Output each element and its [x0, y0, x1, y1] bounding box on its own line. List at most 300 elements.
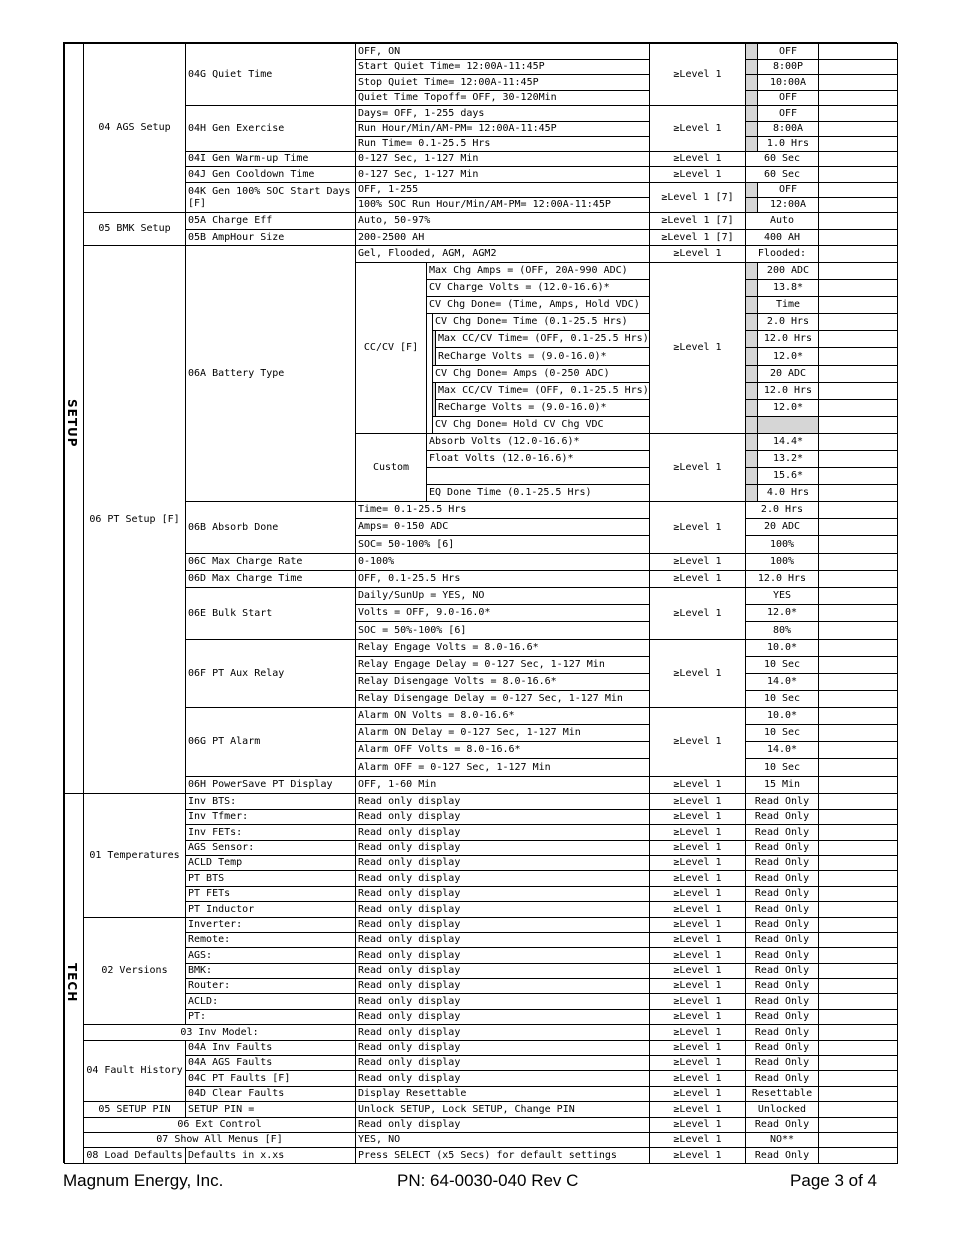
blank-cell: [818, 886, 898, 902]
setting-range: Read only display: [355, 947, 650, 964]
footer-page-number: Page 3 of 4: [790, 1171, 877, 1190]
item-label: 06E Bulk Start: [185, 587, 356, 640]
default-value: 10 Sec: [745, 724, 819, 742]
setting-range: YES, NO: [355, 1132, 650, 1148]
setting-range: Absorb Volts (12.0-16.6)*: [426, 433, 650, 451]
default-value: Read Only: [745, 993, 819, 1010]
setting-range: 0-127 Sec, 1-127 Min: [355, 151, 650, 167]
default-value: 10 Sec: [745, 758, 819, 777]
default-value: Read Only: [745, 1147, 819, 1164]
default-value: 14.4*: [757, 433, 819, 451]
access-level: ≥Level 1 [7]: [649, 182, 746, 213]
blank-cell: [818, 758, 898, 777]
blank-cell: [818, 587, 898, 605]
default-value: Read Only: [745, 963, 819, 979]
group-inv-model: 03 Inv Model:: [83, 1024, 356, 1041]
setting-range: Auto, 50-97%: [355, 212, 650, 230]
default-value: Time: [757, 296, 819, 314]
setting-range: Display Resettable: [355, 1086, 650, 1102]
access-level: ≥Level 1: [649, 43, 746, 106]
blank-cell: [818, 793, 898, 810]
blank-cell: [818, 947, 898, 964]
blank-cell: [818, 313, 898, 331]
item-label: Inverter:: [185, 917, 356, 933]
item-label: 05A Charge Eff: [185, 212, 356, 230]
item-label: Inv Tfmer:: [185, 809, 356, 825]
item-label: PT Inductor: [185, 901, 356, 918]
group-fault-history: 04 Fault History: [83, 1040, 186, 1102]
setting-range: Relay Engage Volts = 8.0-16.6*: [355, 639, 650, 657]
blank-cell: [818, 433, 898, 451]
default-value: 4.0 Hrs: [757, 484, 819, 502]
access-level: ≥Level 1: [649, 947, 746, 964]
access-level: ≥Level 1: [649, 639, 746, 708]
item-label: PT:: [185, 1009, 356, 1025]
setting-range: CV Chg Done= Hold CV Chg VDC: [432, 416, 650, 434]
group-pt-setup: 06 PT Setup [F]: [83, 245, 186, 794]
setting-range: Read only display: [355, 809, 650, 825]
settings-table: [63, 42, 897, 1163]
blank-cell: [818, 840, 898, 856]
setting-range: Read only display: [355, 978, 650, 994]
blank-cell: [818, 450, 898, 468]
default-value: Read Only: [745, 809, 819, 825]
footer-company: Magnum Energy, Inc.: [63, 1171, 224, 1190]
access-level: ≥Level 1: [649, 105, 746, 152]
setting-range: Max Chg Amps = (OFF, 20A-990 ADC): [426, 262, 650, 280]
default-value: OFF: [757, 43, 819, 60]
setting-range: Relay Disengage Delay = 0-127 Sec, 1-127 Min: [355, 690, 650, 708]
default-value: Read Only: [745, 886, 819, 902]
access-level: ≥Level 1: [649, 501, 746, 554]
blank-cell: [818, 262, 898, 280]
access-level: ≥Level 1: [649, 1070, 746, 1087]
blank-cell: [818, 245, 898, 263]
blank-cell: [818, 136, 898, 152]
setting-range: Time= 0.1-25.5 Hrs: [355, 501, 650, 519]
item-label: 06C Max Charge Rate: [185, 553, 356, 571]
access-level: ≥Level 1: [649, 901, 746, 918]
default-value: Read Only: [745, 978, 819, 994]
blank-cell: [818, 978, 898, 994]
default-value: 20 ADC: [757, 365, 819, 383]
blank-cell: [818, 347, 898, 366]
blank-cell: [818, 330, 898, 348]
item-label: 04G Quiet Time: [185, 43, 356, 106]
blank-cell: [818, 467, 898, 485]
default-value: 12.0*: [757, 347, 819, 366]
blank-cell: [818, 1040, 898, 1056]
default-value: 400 AH: [745, 229, 819, 246]
setting-range: Read only display: [355, 1009, 650, 1025]
setting-range: Max CC/CV Time= (OFF, 0.1-25.5 Hrs): [435, 382, 650, 400]
default-value: 80%: [745, 621, 819, 640]
blank-cell: [818, 656, 898, 674]
footer-part-number: PN: 64-0030-040 Rev C: [397, 1171, 579, 1190]
setting-range: Unlock SETUP, Lock SETUP, Change PIN: [355, 1101, 650, 1118]
setting-range: Float Volts (12.0-16.6)*: [426, 450, 650, 468]
access-level: ≥Level 1: [649, 151, 746, 167]
blank-cell: [818, 1055, 898, 1071]
default-value: 60 Sec: [745, 166, 819, 183]
setting-range: Read only display: [355, 870, 650, 887]
access-level: ≥Level 1: [649, 963, 746, 979]
access-level: ≥Level 1: [649, 1024, 746, 1041]
default-value: Read Only: [745, 947, 819, 964]
item-label: 06D Max Charge Time: [185, 570, 356, 588]
default-value: Auto: [745, 212, 819, 230]
item-label: BMK:: [185, 963, 356, 979]
blank-cell: [818, 1009, 898, 1025]
blank-cell: [818, 690, 898, 708]
group-versions: 02 Versions: [83, 917, 186, 1025]
default-value: Read Only: [745, 932, 819, 948]
blank-cell: [818, 1147, 898, 1164]
item-label: 04A Inv Faults: [185, 1040, 356, 1056]
blank-cell: [818, 382, 898, 400]
access-level: ≥Level 1: [649, 1101, 746, 1118]
default-value: 12.0 Hrs: [757, 330, 819, 348]
item-label: Remote:: [185, 932, 356, 948]
setting-range: Gel, Flooded, AGM, AGM2: [355, 245, 650, 263]
blank-cell: [818, 932, 898, 948]
access-level: ≥Level 1: [649, 570, 746, 588]
setting-range: Read only display: [355, 963, 650, 979]
item-label: 06B Absorb Done: [185, 501, 356, 554]
default-value: 10:00A: [757, 74, 819, 91]
default-value: 20 ADC: [745, 518, 819, 536]
access-level: ≥Level 1: [649, 587, 746, 640]
default-value: 13.2*: [757, 450, 819, 468]
item-label: 04J Gen Cooldown Time: [185, 166, 356, 183]
access-level: ≥Level 1: [649, 776, 746, 794]
access-level: ≥Level 1: [649, 1117, 746, 1133]
access-level: ≥Level 1: [649, 1009, 746, 1025]
access-level: ≥Level 1: [649, 1132, 746, 1148]
default-value: Read Only: [745, 1040, 819, 1056]
blank-cell: [818, 197, 898, 213]
setting-range: Daily/SunUp = YES, NO: [355, 587, 650, 605]
default-value: 2.0 Hrs: [745, 501, 819, 519]
item-label: 04K Gen 100% SOC Start Days [F]: [185, 182, 356, 213]
default-value: 100%: [745, 535, 819, 554]
access-level: ≥Level 1: [649, 840, 746, 856]
setting-range: Run Time= 0.1-25.5 Hrs: [355, 136, 650, 152]
default-value: Read Only: [745, 917, 819, 933]
blank-cell: [818, 518, 898, 536]
default-value: Read Only: [745, 1070, 819, 1087]
item-label: 06G PT Alarm: [185, 707, 356, 777]
blank-cell: [818, 741, 898, 759]
blank-cell: [818, 121, 898, 137]
setting-range: OFF, ON: [355, 43, 650, 60]
item-label: 04H Gen Exercise: [185, 105, 356, 152]
blank-cell: [818, 604, 898, 622]
access-level: ≥Level 1: [649, 824, 746, 841]
blank-cell: [818, 501, 898, 519]
access-level: ≥Level 1: [649, 978, 746, 994]
item-label: 04I Gen Warm-up Time: [185, 151, 356, 167]
blank-cell: [818, 229, 898, 246]
blank-cell: [818, 724, 898, 742]
setting-range: 200-2500 AH: [355, 229, 650, 246]
default-value: OFF: [757, 182, 819, 198]
blank-cell: [818, 365, 898, 383]
default-value: 14.0*: [745, 673, 819, 691]
blank-cell: [818, 212, 898, 230]
blank-cell: [818, 59, 898, 75]
setting-range: ReCharge Volts = (9.0-16.0)*: [435, 399, 650, 417]
setting-range: Alarm ON Delay = 0-127 Sec, 1-127 Min: [355, 724, 650, 742]
blank-cell: [818, 1117, 898, 1133]
setting-range: OFF, 1-60 Min: [355, 776, 650, 794]
blank-cell: [818, 416, 898, 434]
blank-cell: [818, 296, 898, 314]
blank-cell: [818, 90, 898, 106]
default-value: 14.0*: [745, 741, 819, 759]
default-value: 60 Sec: [745, 151, 819, 167]
setting-range: Read only display: [355, 1055, 650, 1071]
default-value: OFF: [757, 105, 819, 122]
item-label: Inv FETs:: [185, 824, 356, 841]
blank-cell: [818, 1024, 898, 1041]
default-value: 200 ADC: [757, 262, 819, 280]
setting-range: Max CC/CV Time= (OFF, 0.1-25.5 Hrs): [435, 330, 650, 348]
access-level: ≥Level 1: [649, 1055, 746, 1071]
blank-cell: [818, 151, 898, 167]
custom-label: Custom: [355, 433, 427, 502]
blank-cell: [818, 621, 898, 640]
default-value: Read Only: [745, 1009, 819, 1025]
item-label: 04A AGS Faults: [185, 1055, 356, 1071]
setting-range: CV Chg Done= (Time, Amps, Hold VDC): [426, 296, 650, 314]
section-tech-label: TECH: [65, 963, 79, 1003]
default-value: Read Only: [745, 840, 819, 856]
setting-range: Stop Quiet Time= 12:00A-11:45P: [355, 74, 650, 91]
item-label: Defaults in x.xs: [185, 1147, 356, 1164]
default-value: Read Only: [745, 793, 819, 810]
setting-range: Read only display: [355, 1070, 650, 1087]
setting-range: Read only display: [355, 1024, 650, 1041]
section-setup-label: SETUP: [65, 399, 79, 448]
blank-cell: [818, 855, 898, 871]
group-setup-pin: 05 SETUP PIN: [83, 1101, 186, 1118]
setting-range: CV Charge Volts = (12.0-16.6)*: [426, 279, 650, 297]
access-level: ≥Level 1: [649, 433, 746, 502]
setting-range: 0-100%: [355, 553, 650, 571]
item-label: 04D Clear Faults: [185, 1086, 356, 1102]
access-level: ≥Level 1: [649, 793, 746, 810]
setting-range: Read only display: [355, 901, 650, 918]
group-temperatures: 01 Temperatures: [83, 793, 186, 918]
access-level: ≥Level 1: [649, 1040, 746, 1056]
setting-range: EQ Done Time (0.1-25.5 Hrs): [426, 484, 650, 502]
setting-range: 0-127 Sec, 1-127 Min: [355, 166, 650, 183]
item-label: 06A Battery Type: [185, 245, 356, 502]
access-level: ≥Level 1: [649, 166, 746, 183]
blank-cell: [818, 809, 898, 825]
default-value: Read Only: [745, 855, 819, 871]
setting-range: ReCharge Volts = (9.0-16.0)*: [435, 347, 650, 366]
default-value: Read Only: [745, 824, 819, 841]
default-value: NO**: [745, 1132, 819, 1148]
setting-range: Read only display: [355, 993, 650, 1010]
access-level: ≥Level 1 [7]: [649, 212, 746, 230]
blank-cell: [818, 901, 898, 918]
default-value: 10.0*: [745, 639, 819, 657]
default-value: Read Only: [745, 1055, 819, 1071]
item-label: AGS Sensor:: [185, 840, 356, 856]
blank-cell: [818, 707, 898, 725]
setting-range: OFF, 1-255: [355, 182, 650, 198]
setting-range: Alarm ON Volts = 8.0-16.6*: [355, 707, 650, 725]
default-value: Read Only: [745, 1024, 819, 1041]
default-value: 12.0 Hrs: [757, 382, 819, 400]
default-value: 8:00P: [757, 59, 819, 75]
setting-range: Press SELECT (x5 Secs) for default settings: [355, 1147, 650, 1164]
blank-cell: [818, 535, 898, 554]
access-level: ≥Level 1: [649, 262, 746, 434]
cccv-label: CC/CV [F]: [355, 262, 427, 434]
access-level: ≥Level 1: [649, 1086, 746, 1102]
default-value: 15 Min: [745, 776, 819, 794]
access-level: ≥Level 1: [649, 1147, 746, 1164]
blank-cell: [818, 570, 898, 588]
blank-cell: [818, 639, 898, 657]
default-value: 2.0 Hrs: [757, 313, 819, 331]
blank-cell: [818, 963, 898, 979]
blank-cell: [818, 870, 898, 887]
setting-range: CV Chg Done= Amps (0-250 ADC): [432, 365, 650, 383]
item-label: AGS:: [185, 947, 356, 964]
setting-range: Volts = OFF, 9.0-16.0*: [355, 604, 650, 622]
default-value: Read Only: [745, 901, 819, 918]
setting-range: Read only display: [355, 917, 650, 933]
setting-range: SOC= 50-100% [6]: [355, 535, 650, 554]
access-level: ≥Level 1: [649, 870, 746, 887]
access-level: ≥Level 1: [649, 553, 746, 571]
setting-range: CV Chg Done= Time (0.1-25.5 Hrs): [432, 313, 650, 331]
setting-range: Read only display: [355, 886, 650, 902]
group-ags-setup: 04 AGS Setup: [83, 43, 186, 213]
setting-range: OFF, 0.1-25.5 Hrs: [355, 570, 650, 588]
item-label: 05B AmpHour Size: [185, 229, 356, 246]
default-value: Resettable: [745, 1086, 819, 1102]
access-level: ≥Level 1: [649, 245, 746, 263]
default-value: 12.0 Hrs: [745, 570, 819, 588]
blank-cell: [818, 1132, 898, 1148]
default-value: Read Only: [745, 1117, 819, 1133]
item-label: 06H PowerSave PT Display: [185, 776, 356, 794]
group-ext-control: 06 Ext Control: [83, 1117, 356, 1133]
access-level: ≥Level 1: [649, 886, 746, 902]
blank-cell: [818, 279, 898, 297]
blank-cell: [818, 74, 898, 91]
setting-range: 100% SOC Run Hour/Min/AM-PM= 12:00A-11:45P: [355, 197, 650, 213]
setting-range: Read only display: [355, 1117, 650, 1133]
setting-range: [426, 467, 650, 485]
item-label: ACLD Temp: [185, 855, 356, 871]
setting-range: Start Quiet Time= 12:00A-11:45P: [355, 59, 650, 75]
blank-cell: [818, 43, 898, 60]
blank-cell: [818, 1101, 898, 1118]
setting-range: Relay Engage Delay = 0-127 Sec, 1-127 Min: [355, 656, 650, 674]
default-value: Read Only: [745, 870, 819, 887]
setting-range: Amps= 0-150 ADC: [355, 518, 650, 536]
blank-cell: [818, 166, 898, 183]
default-value: 10.0*: [745, 707, 819, 725]
group-bmk-setup: 05 BMK Setup: [83, 212, 186, 246]
default-value: 100%: [745, 553, 819, 571]
item-label: 06F PT Aux Relay: [185, 639, 356, 708]
default-value: 1.0 Hrs: [757, 136, 819, 152]
default-value: 8:00A: [757, 121, 819, 137]
blank-cell: [818, 776, 898, 794]
blank-cell: [818, 553, 898, 571]
item-label: SETUP PIN =: [185, 1101, 356, 1118]
access-level: ≥Level 1: [649, 917, 746, 933]
setting-range: Read only display: [355, 793, 650, 810]
setting-range: Read only display: [355, 840, 650, 856]
item-label: PT BTS: [185, 870, 356, 887]
item-label: Inv BTS:: [185, 793, 356, 810]
setting-range: Read only display: [355, 932, 650, 948]
item-label: PT FETs: [185, 886, 356, 902]
default-value: Flooded:: [745, 245, 819, 263]
access-level: ≥Level 1: [649, 932, 746, 948]
setting-range: Read only display: [355, 855, 650, 871]
default-value: 10 Sec: [745, 656, 819, 674]
setting-range: Quiet Time Topoff= OFF, 30-120Min: [355, 90, 650, 106]
blank-cell: [818, 105, 898, 122]
default-value: 12:00A: [757, 197, 819, 213]
setting-range: Read only display: [355, 824, 650, 841]
blank-cell: [818, 1086, 898, 1102]
access-level: ≥Level 1: [649, 855, 746, 871]
default-value: Unlocked: [745, 1101, 819, 1118]
default-value: OFF: [757, 90, 819, 106]
setting-range: Relay Disengage Volts = 8.0-16.6*: [355, 673, 650, 691]
access-level: ≥Level 1 [7]: [649, 229, 746, 246]
access-level: ≥Level 1: [649, 707, 746, 777]
default-value: [757, 416, 819, 434]
blank-cell: [818, 993, 898, 1010]
default-value: 10 Sec: [745, 690, 819, 708]
default-value: 12.0*: [757, 399, 819, 417]
group-show-all-menus: 07 Show All Menus [F]: [83, 1132, 356, 1148]
blank-cell: [818, 673, 898, 691]
blank-cell: [818, 917, 898, 933]
setting-range: Days= OFF, 1-255 days: [355, 105, 650, 122]
default-value: 12.0*: [745, 604, 819, 622]
page-footer: [63, 1168, 897, 1192]
setting-range: Alarm OFF = 0-127 Sec, 1-127 Min: [355, 758, 650, 777]
setting-range: Alarm OFF Volts = 8.0-16.6*: [355, 741, 650, 759]
blank-cell: [818, 1070, 898, 1087]
default-value: 13.8*: [757, 279, 819, 297]
default-value: 15.6*: [757, 467, 819, 485]
blank-cell: [818, 399, 898, 417]
setting-range: Run Hour/Min/AM-PM= 12:00A-11:45P: [355, 121, 650, 137]
setting-range: SOC = 50%-100% [6]: [355, 621, 650, 640]
access-level: ≥Level 1: [649, 809, 746, 825]
default-value: YES: [745, 587, 819, 605]
setting-range: Read only display: [355, 1040, 650, 1056]
item-label: ACLD:: [185, 993, 356, 1010]
access-level: ≥Level 1: [649, 993, 746, 1010]
group-load-defaults: 08 Load Defaults: [83, 1147, 186, 1164]
blank-cell: [818, 182, 898, 198]
